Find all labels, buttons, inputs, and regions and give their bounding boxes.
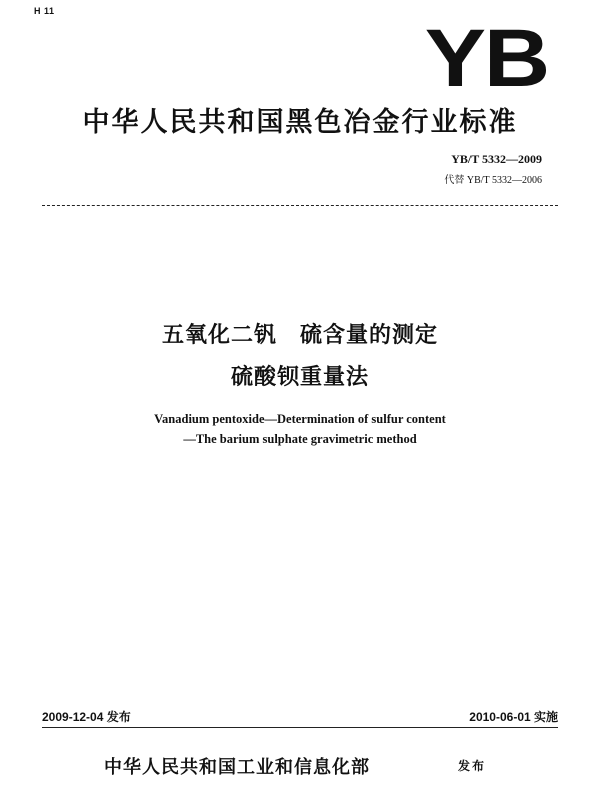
implementation-date: 2010-06-01 实施 bbox=[469, 710, 558, 724]
issue-date: 2009-12-04 发布 bbox=[42, 710, 131, 724]
title-english-line-2: —The barium sulphate gravimetric method bbox=[183, 432, 417, 446]
standard-number: YB/T 5332—2009 bbox=[451, 152, 542, 166]
yb-logo: YB bbox=[424, 13, 548, 104]
issuing-action: 发布 bbox=[458, 759, 487, 773]
title-chinese-line-2: 硫酸钡重量法 bbox=[230, 365, 369, 390]
title-english-line-1: Vanadium pentoxide—Determination of sulfur content bbox=[154, 412, 446, 426]
bottom-divider bbox=[42, 727, 558, 728]
standard-category-title: 中华人民共和国黑色冶金行业标准 bbox=[82, 107, 518, 138]
title-chinese-line-1: 五氧化二钒 硫含量的测定 bbox=[161, 323, 438, 348]
top-divider bbox=[42, 205, 558, 206]
issuing-authority: 中华人民共和国工业和信息化部 bbox=[104, 757, 370, 778]
classification-code: H 11 bbox=[34, 6, 55, 16]
replaces-note: 代替 YB/T 5332—2006 bbox=[444, 175, 542, 186]
